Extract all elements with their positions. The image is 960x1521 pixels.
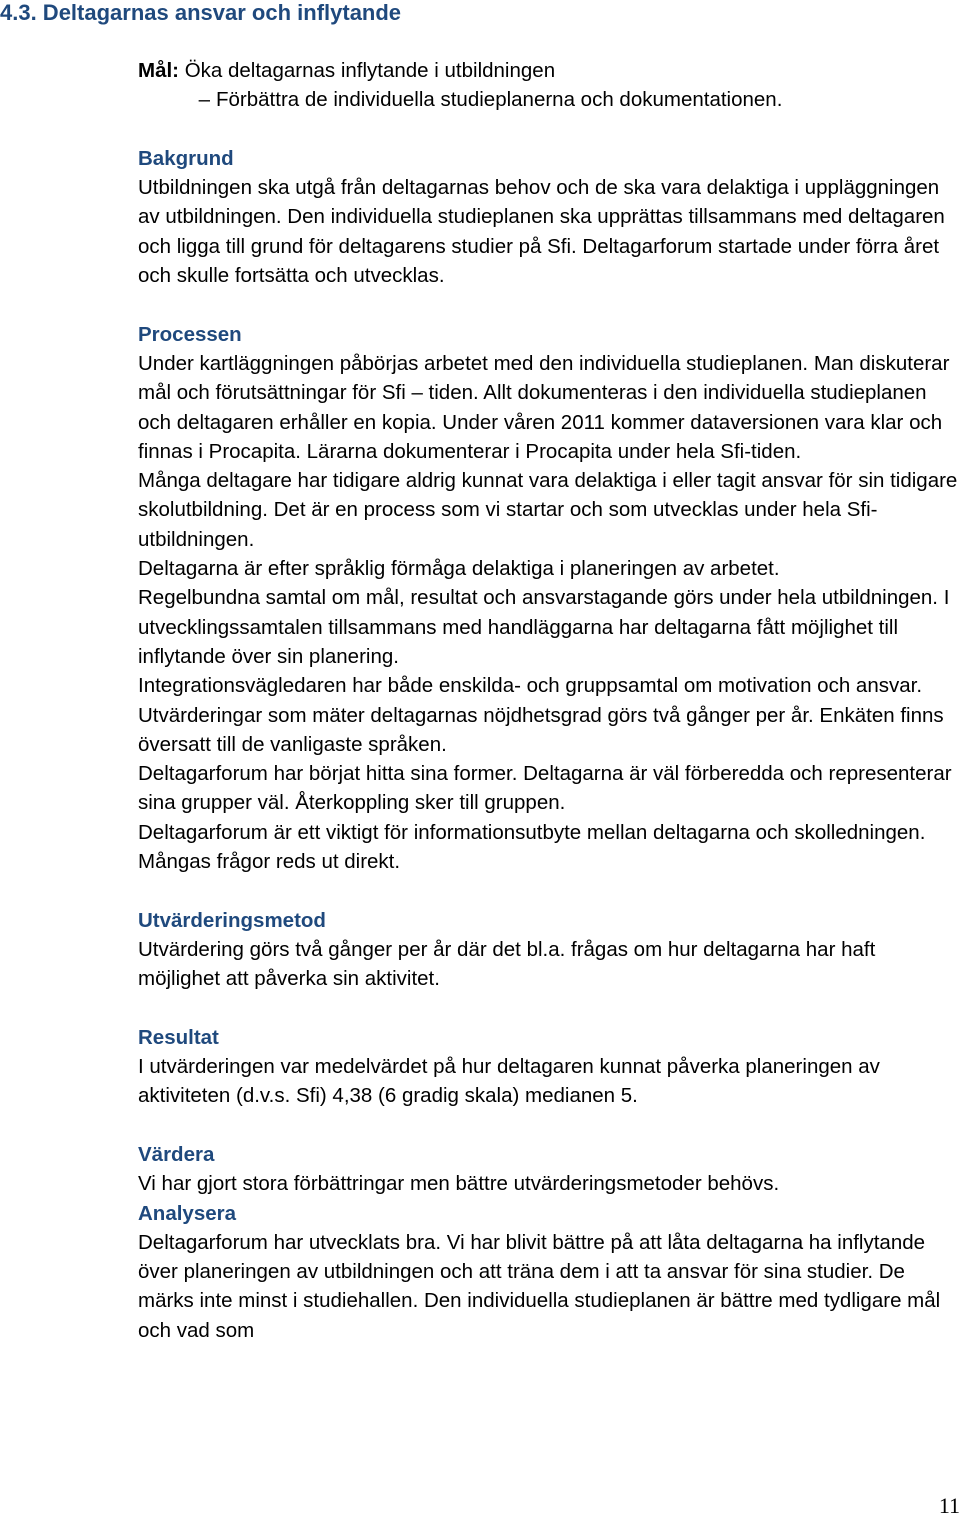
analysera-title: Analysera <box>138 1201 237 1225</box>
processen-paragraph: Många deltagare har tidigare aldrig kunnat vara delaktiga i eller tagit ansvar för sin tidigare skolutbildning. Det är en process som vi startar och som utvecklas under hela Sfi- utbildningen. <box>138 469 958 551</box>
processen-paragraph: Deltagarforum har börjat hitta sina former. Deltagarna är väl förberedda och representerar sina grupper väl. Återkoppling sker till gruppen. <box>138 762 952 815</box>
processen-title: Processen <box>138 322 242 346</box>
goal-text: Öka deltagarnas inflytande i utbildningen <box>184 59 556 82</box>
processen-paragraph: Under kartläggningen påbörjas arbetet med den individuella studieplanen. Man diskuterar mål och förutsättningar för Sfi – tiden. Allt dokumenteras i den individuella studieplanen och deltagaren erhåller en kopia. Under våren 2011 kommer dataversionen vara klar och finnas i Procapita. Lärarna dokumenterar i Procapita under hela Sfi-tiden. <box>138 351 950 463</box>
section-heading: 4.3. Deltagarnas ansvar och inflytande <box>0 0 402 25</box>
document-body <box>138 56 960 1345</box>
goal-dash: – <box>198 88 210 112</box>
goal-line-2 <box>138 85 960 114</box>
resultat-title: Resultat <box>138 1025 219 1049</box>
utvarderingsmetod-title: Utvärderingsmetod <box>138 908 326 932</box>
goal-line-1 <box>138 56 960 85</box>
analysera-text: Deltagarforum har utvecklats bra. Vi har blivit bättre på att låta deltagarna ha inflytande över planeringen av utbildningen och att träna dem i att ta ansvar för sina studier. De märks inte minst i studiehallen. Den individuella studieplanen är bättre med tydligare mål och vad som <box>138 1230 941 1342</box>
resultat-text: I utvärderingen var medelvärdet på hur deltagaren kunnat påverka planeringen av aktiviteten (d.v.s. Sfi) 4,38 (6 gradig skala) medianen 5. <box>138 1055 880 1108</box>
bakgrund-title: Bakgrund <box>138 146 234 170</box>
page-number: 11 <box>938 1493 960 1518</box>
goal-label: Mål: <box>138 59 179 82</box>
vardera-title: Värdera <box>138 1142 215 1166</box>
processen-paragraph: Integrationsvägledaren har både enskilda- och gruppsamtal om motivation och ansvar. <box>138 674 923 698</box>
bakgrund-text: Utbildningen ska utgå från deltagarnas behov och de ska vara delaktiga i uppläggningen av utbildningen. Den individuella studieplanen ska upprättas tillsammans med deltagaren och ligga till grund för deltagarens studier på Sfi. Deltagarforum startade under förra året och skulle fortsätta och utvecklas. <box>138 176 945 288</box>
processen-paragraph: Regelbundna samtal om mål, resultat och ansvarstagande görs under hela utbildningen. I utvecklingssamtalen tillsammans med handläggarna har deltagarna fått möjlighet till inflytande över sin planering. <box>138 586 950 668</box>
processen-paragraph: Deltagarforum är ett viktigt för informationsutbyte mellan deltagarna och skolledningen. Mångas frågor reds ut direkt. <box>138 820 926 874</box>
vardera-text: Vi har gjort stora förbättringar men bättre utvärderingsmetoder behövs. <box>138 1172 780 1196</box>
processen-paragraph: Deltagarna är efter språklig förmåga delaktiga i planeringen av arbetet. <box>138 557 780 581</box>
processen-paragraph: Utvärderingar som mäter deltagarnas nöjdhetsgrad görs två gånger per år. Enkäten finns översatt till de vanligaste språken. <box>138 703 944 756</box>
utvarderingsmetod-text: Utvärdering görs två gånger per år där det bl.a. frågas om hur deltagarna har haft möjlighet att påverka sin aktivitet. <box>138 937 876 991</box>
goal-line-2-text: Förbättra de individuella studieplanerna och dokumentationen. <box>216 88 783 112</box>
